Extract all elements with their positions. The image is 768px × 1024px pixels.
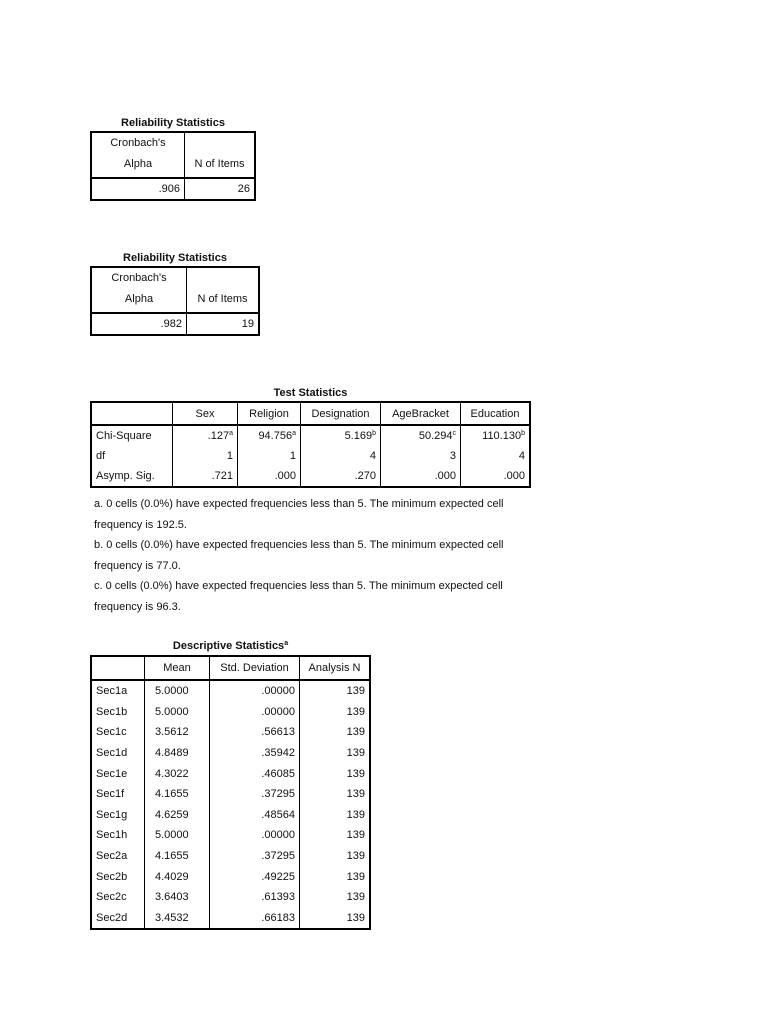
row-label: Sec2a bbox=[91, 846, 145, 867]
cell: .000 bbox=[238, 466, 301, 487]
cell: 4 bbox=[301, 446, 381, 466]
table-row bbox=[91, 866, 370, 887]
row-label: df bbox=[91, 446, 173, 466]
mean-cell: 3.4532 bbox=[145, 908, 210, 930]
row-label: Sec1a bbox=[91, 680, 145, 702]
n-cell: 139 bbox=[300, 763, 371, 784]
sd-cell: .48564 bbox=[210, 805, 300, 826]
n-cell: 139 bbox=[300, 908, 371, 930]
table-row bbox=[91, 743, 370, 764]
col-header: Std. Deviation bbox=[210, 656, 300, 680]
n-cell: 139 bbox=[300, 680, 371, 702]
alpha-value: .982 bbox=[91, 313, 187, 335]
col-header: Sex bbox=[173, 402, 238, 425]
n-cell: 139 bbox=[300, 866, 371, 887]
col-header: Analysis N bbox=[300, 656, 371, 680]
reliability-1-table bbox=[90, 131, 256, 201]
table-row bbox=[91, 702, 370, 723]
sd-cell: .37295 bbox=[210, 784, 300, 805]
alpha-header: Cronbach's Alpha bbox=[110, 137, 166, 170]
cell: 1 bbox=[238, 446, 301, 466]
sd-cell: .46085 bbox=[210, 763, 300, 784]
test-statistics-table bbox=[90, 401, 531, 488]
row-label: Asymp. Sig. bbox=[91, 466, 173, 487]
table-row bbox=[91, 908, 370, 930]
table-row bbox=[91, 466, 530, 487]
reliability-1-title: Reliability Statistics bbox=[121, 117, 225, 129]
cell: .000 bbox=[381, 466, 461, 487]
sd-cell: .56613 bbox=[210, 722, 300, 743]
mean-cell: 5.0000 bbox=[145, 825, 210, 846]
sd-cell: .00000 bbox=[210, 825, 300, 846]
footnote-line: b. 0 cells (0.0%) have expected frequencies less than 5. The minimum expected cell bbox=[94, 539, 504, 552]
n-cell: 139 bbox=[300, 887, 371, 908]
footnote-line: frequency is 192.5. bbox=[94, 518, 187, 531]
n-items-value: 26 bbox=[185, 178, 256, 200]
cell: 4 bbox=[461, 446, 531, 466]
n-cell: 139 bbox=[300, 805, 371, 826]
table-row bbox=[91, 722, 370, 743]
row-label: Sec1d bbox=[91, 743, 145, 764]
cell: 5.169$^b$ bbox=[301, 425, 381, 446]
mean-cell: 3.5612 bbox=[145, 722, 210, 743]
n-cell: 139 bbox=[300, 784, 371, 805]
mean-cell: 5.0000 bbox=[145, 680, 210, 702]
cell: 50.294$^c$ bbox=[381, 425, 461, 446]
reliability-2-title: Reliability Statistics bbox=[123, 252, 227, 264]
row-label: Sec1b bbox=[91, 702, 145, 723]
alpha-header: Cronbach's Alpha bbox=[111, 272, 167, 305]
col-header: Mean bbox=[145, 656, 210, 680]
sd-cell: .00000 bbox=[210, 702, 300, 723]
table-row bbox=[91, 425, 530, 446]
cell: 110.130$^b$ bbox=[461, 425, 531, 446]
mean-cell: 4.1655 bbox=[145, 846, 210, 867]
table-row bbox=[91, 805, 370, 826]
table-row bbox=[91, 825, 370, 846]
test-statistics-title: Test Statistics bbox=[273, 387, 348, 399]
cell: .000 bbox=[461, 466, 531, 487]
row-label: Sec1c bbox=[91, 722, 145, 743]
col-header: Education bbox=[461, 402, 531, 425]
n-cell: 139 bbox=[300, 743, 371, 764]
table-row bbox=[91, 680, 370, 702]
n-items-value: 19 bbox=[187, 313, 260, 335]
n-cell: 139 bbox=[300, 846, 371, 867]
mean-cell: 4.4029 bbox=[145, 866, 210, 887]
n-cell: 139 bbox=[300, 825, 371, 846]
n-items-header: N of Items bbox=[185, 132, 256, 178]
reliability-2-table bbox=[90, 266, 260, 336]
table-row bbox=[91, 763, 370, 784]
cell: 94.756$^a$ bbox=[238, 425, 301, 446]
col-header: AgeBracket bbox=[381, 402, 461, 425]
row-label: Sec1f bbox=[91, 784, 145, 805]
n-items-header: N of Items bbox=[187, 267, 260, 313]
descriptive-statistics-table bbox=[90, 655, 371, 930]
mean-cell: 4.1655 bbox=[145, 784, 210, 805]
n-cell: 139 bbox=[300, 702, 371, 723]
corner-cell bbox=[91, 656, 145, 680]
mean-cell: 4.3022 bbox=[145, 763, 210, 784]
cell: .270 bbox=[301, 466, 381, 487]
table-row bbox=[91, 446, 530, 466]
row-label: Sec2c bbox=[91, 887, 145, 908]
col-header: Designation bbox=[301, 402, 381, 425]
mean-cell: 5.0000 bbox=[145, 702, 210, 723]
footnote-line: a. 0 cells (0.0%) have expected frequencies less than 5. The minimum expected cell bbox=[94, 498, 504, 510]
sd-cell: .35942 bbox=[210, 743, 300, 764]
sd-cell: .61393 bbox=[210, 887, 300, 908]
row-label: Sec1e bbox=[91, 763, 145, 784]
cell: 3 bbox=[381, 446, 461, 466]
cell: .721 bbox=[173, 466, 238, 487]
footnote-line: c. 0 cells (0.0%) have expected frequencies less than 5. The minimum expected cell bbox=[94, 580, 503, 593]
row-label: Sec2d bbox=[91, 908, 145, 930]
descriptive-statistics-title: Descriptive Statistics$^a$ bbox=[172, 640, 289, 652]
table-row bbox=[91, 846, 370, 867]
row-label: Sec1h bbox=[91, 825, 145, 846]
footnote-line: frequency is 77.0. bbox=[94, 559, 181, 572]
footnotes bbox=[94, 494, 503, 618]
cell: 1 bbox=[173, 446, 238, 466]
row-label: Sec1g bbox=[91, 805, 145, 826]
table-row bbox=[91, 887, 370, 908]
cell: .127$^a$ bbox=[173, 425, 238, 446]
sd-cell: .49225 bbox=[210, 866, 300, 887]
row-label: Chi-Square bbox=[91, 425, 173, 446]
row-label: Sec2b bbox=[91, 866, 145, 887]
n-cell: 139 bbox=[300, 722, 371, 743]
col-header: Religion bbox=[238, 402, 301, 425]
sd-cell: .66183 bbox=[210, 908, 300, 930]
corner-cell bbox=[91, 402, 173, 425]
sd-cell: .37295 bbox=[210, 846, 300, 867]
sd-cell: .00000 bbox=[210, 680, 300, 702]
mean-cell: 3.6403 bbox=[145, 887, 210, 908]
table-row bbox=[91, 784, 370, 805]
footnote-line: frequency is 96.3. bbox=[94, 600, 181, 613]
alpha-value: .906 bbox=[91, 178, 185, 200]
mean-cell: 4.8489 bbox=[145, 743, 210, 764]
mean-cell: 4.6259 bbox=[145, 805, 210, 826]
